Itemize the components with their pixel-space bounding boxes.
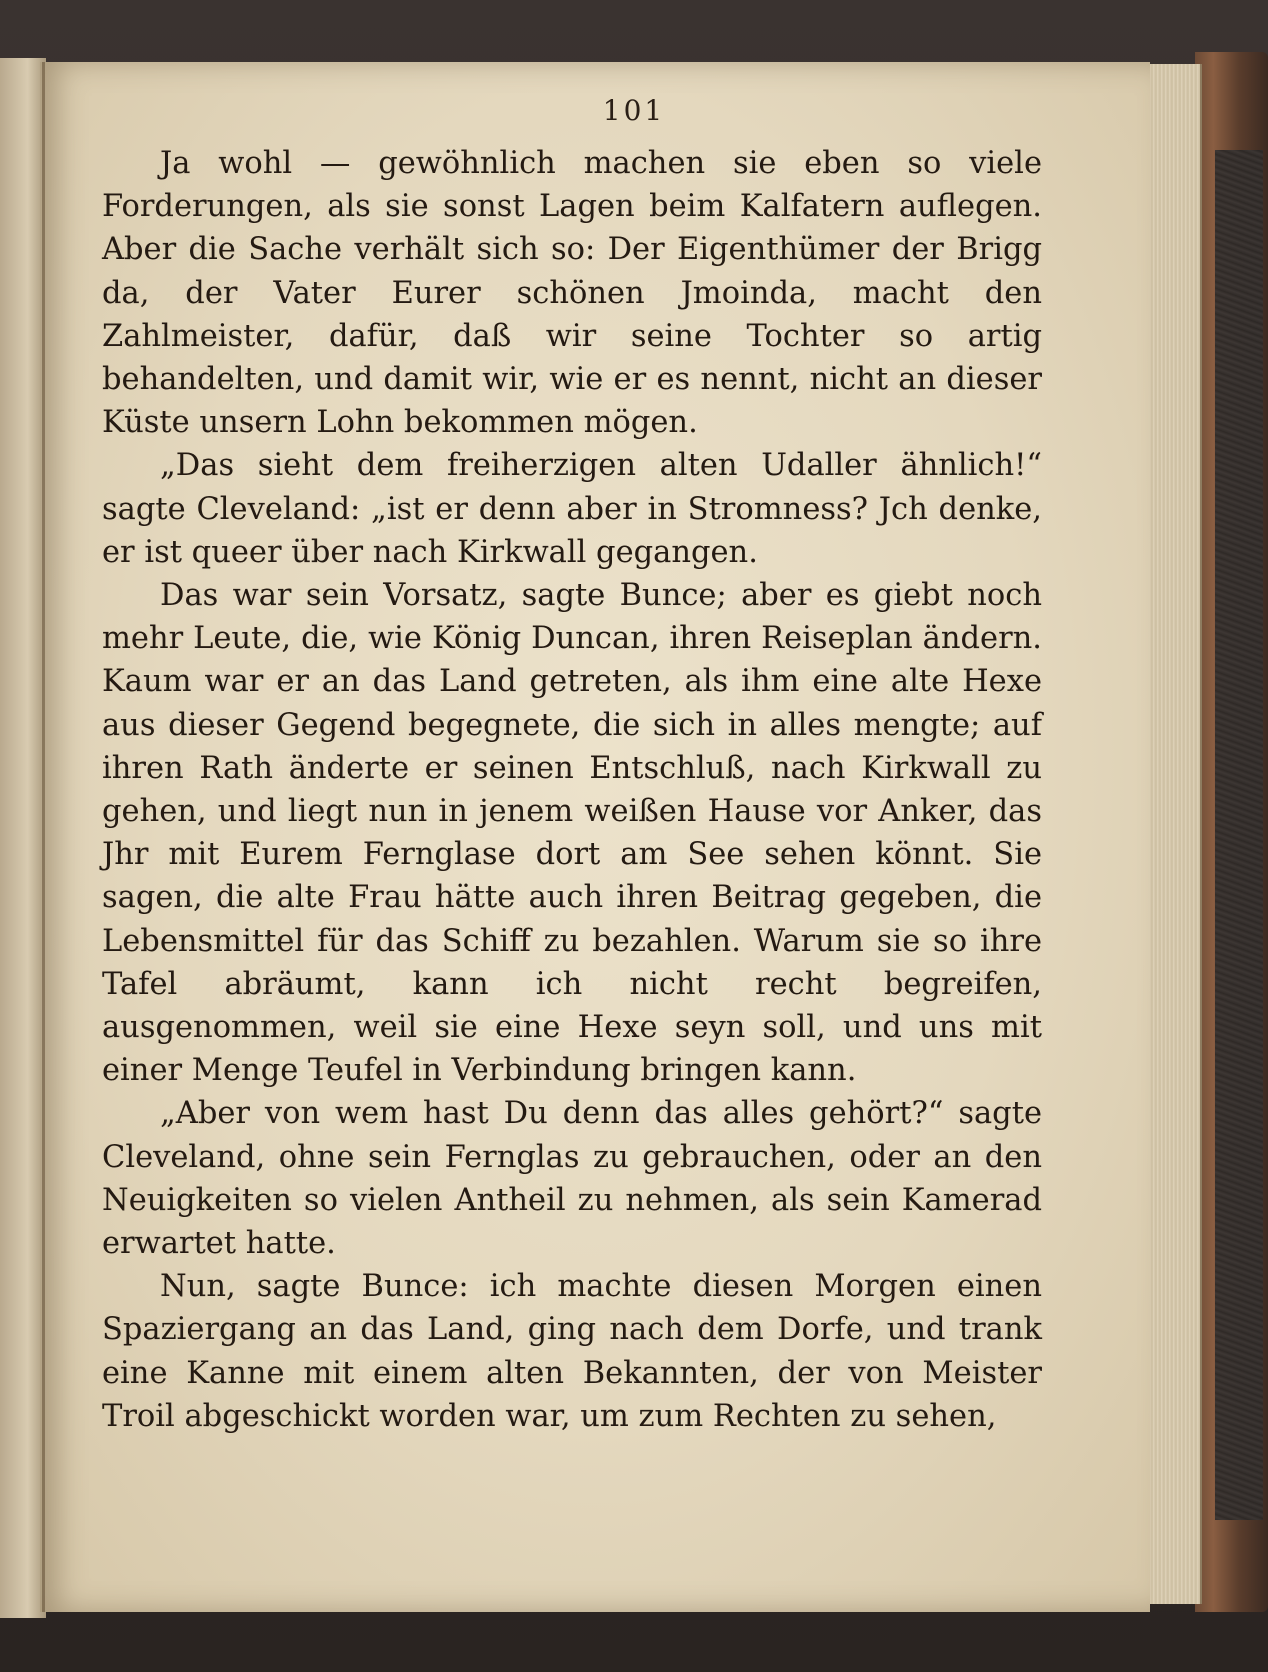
paragraph: Nun, sagte Bunce: ich machte diesen Morgen einen Spaziergang an das Land, ging nach dem Dorfe, und trank eine Kanne mit einem alten Bekannten, der von Meister Troil abgeschickt worden war, um zum Rechten zu sehen, — [102, 1269, 1042, 1434]
page-number: 101 — [602, 94, 666, 127]
paragraph: „Aber von wem hast Du denn das alles gehört?“ sagte Cleveland, ohne sein Fernglas zu gebrauchen, oder an den Neuigkeiten so vielen Antheil zu nehmen, als sein Kamerad erwartet hatte. — [102, 1096, 1042, 1262]
paragraph: Ja wohl — gewöhnlich machen sie eben so viele Forderungen, als sie sonst Lagen beim Kalfatern auflegen. Aber die Sache verhält sich so: Der Eigenthümer der Brigg da, der Vater Eurer schönen Jmoinda, macht den Zahlmeister, dafür, daß wir seine Tochter so artig behandelten, und damit wir, wie er es nennt, nicht an dieser Küste unsern Lohn bekommen mögen. — [102, 146, 1042, 441]
paragraph: Das war sein Vorsatz, sagte Bunce; aber es giebt noch mehr Leute, die, wie König Duncan, ihren Reiseplan ändern. Kaum war er an das Land getreten, als ihm eine alte Hexe aus dieser Gegend begegnete, die sich in alles mengte; auf ihren Rath änderte er seinen Entschluß, nach Kirkwall zu gehen, und liegt nun in jenem weißen Hause vor Anker, das Jhr mit Eurem Fernglase dort am See sehen könnt. Sie sagen, die alte Frau hätte auch ihren Beitrag gegeben, die Lebensmittel für das Schiff zu bezahlen. Warum sie so ihre Tafel abräumt, kann ich nicht recht begreifen, ausgenommen, weil sie eine Hexe seyn soll, und uns mit einer Menge Teufel in Verbindung bringen kann. — [102, 578, 1042, 1089]
paragraph: „Das sieht dem freiherzigen alten Udaller ähnlich!“ sagte Cleveland: „ist er denn aber in Stromness? Jch denke, er ist queer über nach Kirkwall gegangen. — [102, 448, 1042, 570]
cover-board — [1215, 150, 1263, 1520]
gutter — [42, 62, 45, 1612]
page-text — [102, 142, 1042, 1438]
